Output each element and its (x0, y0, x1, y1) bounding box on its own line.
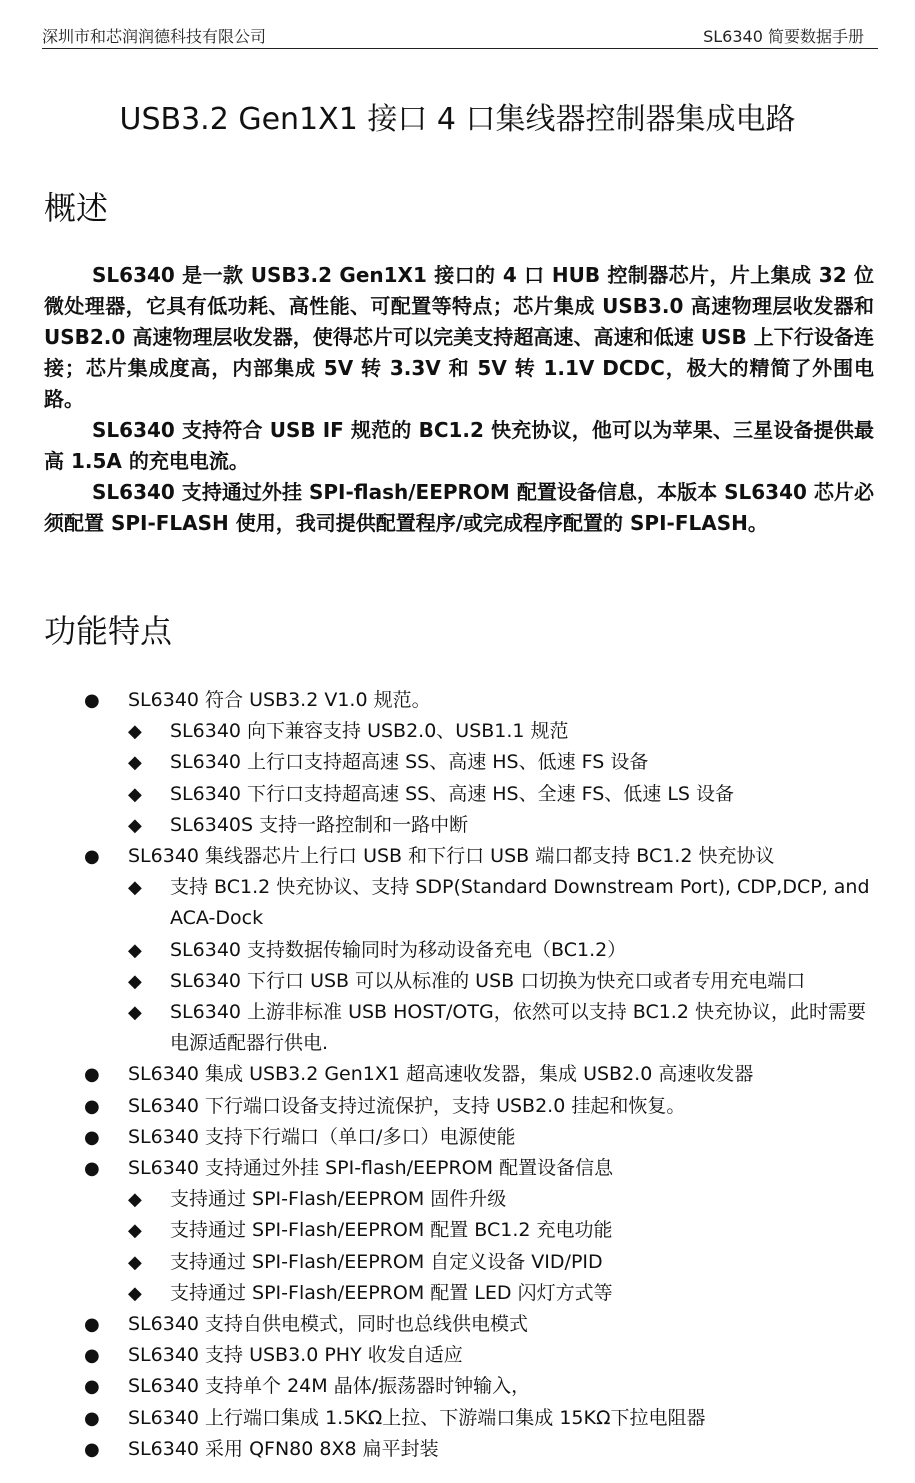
bullet-dot-icon: ● (84, 1095, 100, 1117)
feature-text: SL6340 支持下行端口（单口/多口）电源使能 (128, 1125, 516, 1148)
bullet-diamond-icon: ◆ (128, 877, 142, 899)
feature-text: SL6340 支持数据传输同时为移动设备充电（BC1.2） (170, 938, 627, 961)
feature-text: SL6340 下行端口设备支持过流保护，支持 USB2.0 挂起和恢复。 (128, 1094, 686, 1117)
bullet-dot-icon: ● (84, 1126, 100, 1148)
feature-item (80, 1122, 880, 1153)
feature-text: SL6340 上游非标准 USB HOST/OTG，依然可以支持 BC1.2 快充协议，此时需要电源适配器行供电. (170, 1001, 866, 1055)
feature-item (80, 1184, 880, 1215)
feature-item (80, 1091, 880, 1122)
feature-item (80, 1340, 880, 1371)
feature-item (80, 966, 880, 997)
bullet-dot-icon: ● (84, 1345, 100, 1367)
feature-item (80, 685, 880, 716)
page-header (42, 22, 878, 49)
feature-item (80, 935, 880, 966)
document-name: SL6340 简要数据手册 (703, 27, 864, 46)
feature-text: SL6340 集线器芯片上行口 USB 和下行口 USB 端口都支持 BC1.2 快充协议 (128, 845, 775, 868)
feature-text: 支持通过 SPI-Flash/EEPROM 自定义设备 VID/PID (170, 1250, 603, 1273)
bullet-diamond-icon: ◆ (128, 1251, 142, 1273)
feature-text: SL6340 上行口支持超高速 SS、高速 HS、低速 FS 设备 (170, 751, 649, 774)
bullet-dot-icon: ● (84, 1376, 100, 1398)
feature-text: SL6340 下行口支持超高速 SS、高速 HS、全速 FS、低速 LS 设备 (170, 782, 735, 805)
feature-item (80, 1278, 880, 1309)
feature-text: 支持 BC1.2 快充协议、支持 SDP(Standard Downstream Port), CDP,DCP, and ACA-Dock (170, 876, 870, 930)
feature-text: SL6340 支持单个 24M 晶体/振荡器时钟输入， (128, 1375, 531, 1398)
bullet-diamond-icon: ◆ (128, 970, 142, 992)
feature-text: SL6340 支持通过外挂 SPI-flash/EEPROM 配置设备信息 (128, 1157, 614, 1180)
bullet-dot-icon: ● (84, 1064, 100, 1086)
feature-item (80, 997, 880, 1059)
bullet-diamond-icon: ◆ (128, 939, 142, 961)
document-title: USB3.2 Gen1X1 接口 4 口集线器控制器集成电路 (119, 102, 796, 137)
feature-item (80, 1153, 880, 1184)
overview-paragraph: SL6340 支持通过外挂 SPI-flash/EEPROM 配置设备信息，本版本 SL6340 芯片必须配置 SPI-FLASH 使用，我司提供配置程序/或完成程序配置的 SPI-FLASH。 (44, 480, 874, 535)
bullet-diamond-icon: ◆ (128, 721, 142, 743)
feature-text: SL6340 支持 USB3.0 PHY 收发自适应 (128, 1344, 463, 1367)
feature-text: SL6340 下行口 USB 可以从标准的 USB 口切换为快充口或者专用充电端口 (170, 969, 806, 992)
feature-item (80, 1403, 880, 1434)
overview-section (44, 260, 874, 539)
feature-item (80, 1059, 880, 1090)
bullet-diamond-icon: ◆ (128, 783, 142, 805)
feature-text: SL6340 向下兼容支持 USB2.0、USB1.1 规范 (170, 720, 569, 743)
feature-text: 支持通过 SPI-Flash/EEPROM 配置 BC1.2 充电功能 (170, 1219, 613, 1242)
bullet-dot-icon: ● (84, 690, 100, 711)
feature-text: SL6340 上行端口集成 1.5KΩ上拉、下游端口集成 15KΩ下拉电阻器 (128, 1406, 706, 1429)
bullet-diamond-icon: ◆ (128, 1189, 142, 1211)
bullet-diamond-icon: ◆ (128, 1282, 142, 1304)
bullet-diamond-icon: ◆ (128, 1002, 142, 1024)
overview-paragraph: SL6340 是一款 USB3.2 Gen1X1 接口的 4 口 HUB 控制器芯片，片上集成 32 位微处理器，它具有低功耗、高性能、可配置等特点；芯片集成 USB3.0 高速物理层收发器和 USB2.0 高速物理层收发器，使得芯片可以完美支持超高速、高速和低速 USB 上下行设备连接；芯片集成度高，内部集成 5V 转 3.3V 和 5V 转 1.1V DCDC，极大的精简了外围电路。 (44, 263, 874, 411)
feature-item (80, 810, 880, 841)
bullet-dot-icon: ● (84, 1314, 100, 1336)
feature-item (80, 1247, 880, 1278)
company-name: 深圳市和芯润润德科技有限公司 (42, 27, 267, 46)
feature-item (80, 716, 880, 747)
features-heading: 功能特点 (44, 612, 173, 650)
feature-text: 支持通过 SPI-Flash/EEPROM 固件升级 (170, 1188, 507, 1211)
feature-list (80, 685, 880, 1465)
feature-text: SL6340 采用 QFN80 8X8 扁平封装 (128, 1437, 439, 1460)
feature-item (80, 779, 880, 810)
overview-heading: 概述 (44, 189, 109, 227)
feature-item (80, 1434, 880, 1465)
feature-text: SL6340 支持自供电模式，同时也总线供电模式 (128, 1313, 529, 1336)
bullet-dot-icon: ● (84, 1438, 100, 1460)
feature-text: 支持通过 SPI-Flash/EEPROM 配置 LED 闪灯方式等 (170, 1281, 613, 1304)
bullet-dot-icon: ● (84, 846, 100, 868)
bullet-diamond-icon: ◆ (128, 752, 142, 774)
feature-item (80, 1309, 880, 1340)
feature-item (80, 1371, 880, 1402)
overview-paragraph: SL6340 支持符合 USB IF 规范的 BC1.2 快充协议，他可以为苹果、三星设备提供最高 1.5A 的充电电流。 (44, 418, 874, 473)
feature-text: SL6340 符合 USB3.2 V1.0 规范。 (128, 689, 431, 711)
feature-item (80, 1215, 880, 1246)
feature-text: SL6340S 支持一路控制和一路中断 (170, 813, 469, 836)
bullet-diamond-icon: ◆ (128, 1220, 142, 1242)
bullet-diamond-icon: ◆ (128, 814, 142, 836)
bullet-dot-icon: ● (84, 1158, 100, 1180)
feature-item (80, 872, 880, 934)
feature-item (80, 841, 880, 872)
feature-item (80, 747, 880, 778)
feature-text: SL6340 集成 USB3.2 Gen1X1 超高速收发器，集成 USB2.0 高速收发器 (128, 1063, 754, 1086)
bullet-dot-icon: ● (84, 1407, 100, 1429)
